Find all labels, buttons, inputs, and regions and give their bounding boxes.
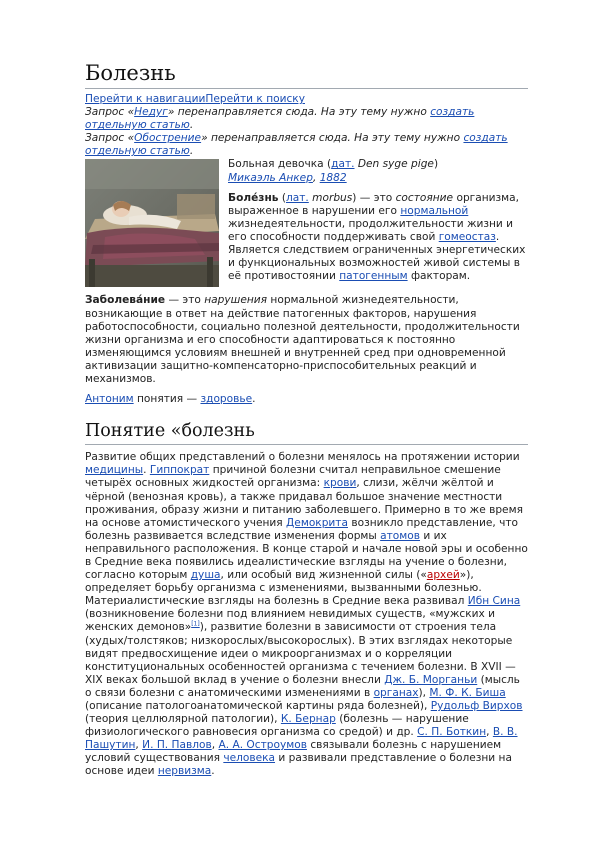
section-heading: Понятие «болезнь <box>85 420 528 445</box>
article <box>85 55 528 779</box>
hatnote-obostrenie <box>85 132 528 158</box>
danish-lang-link[interactable]: дат. <box>331 158 355 171</box>
paragraph-text: нормальной жизнедеятельности, возникающие в ответ на действие патогенных факторов, нарушения работоспособности, социально полезной деятельности, продолжительности жизни организма и его способности адаптироваться к постоянно изменяющимся условиям внешней и внутренней сред при одновременной активизации защитно-компенсаторно-приспособительных реакций и механизмов. <box>85 294 520 386</box>
lead-text: ( <box>278 191 286 204</box>
paragraph-text: (болезнь — нарушение физиологического равновесия организма со средой) и др. <box>85 713 469 739</box>
paragraph-text: — это <box>165 294 205 307</box>
paragraph-text: и их неправильного расположения. В конце старой и начале новой эры и особенно в Средние века появились идеалистические взгляды на учение о болезни, согласно которым <box>85 529 528 582</box>
paragraph-text: (возникновение болезни под влиянием невидимых существ, «мужских и женских демонов» <box>85 608 495 634</box>
paragraph-text: ), развитие болезни в зависимости от строения тела (худых/толстяков; низкорослых/высокорослых). В этих взглядах некоторые видят предвосхищение идеи о микроорганизмах и о корреляции конституциональных особенностей организма с течением болезни. В XVII —XIX веках большой вклад в учение о болезни внесли <box>85 621 516 686</box>
state-term: состояние <box>395 191 454 204</box>
lead-text: . Является следствием ограниченных энергетических и функциональных возможностей живой системы в её противостоянии <box>228 230 526 283</box>
disease-term: Заболева́ние <box>85 294 166 307</box>
hatnote-text: » перенаправляется сюда. На эту тему нужно <box>201 132 464 145</box>
paragraph-text: , <box>211 739 219 752</box>
morgagni-link[interactable]: Дж. Б. Морганьи <box>384 673 478 686</box>
paragraph-text: . <box>252 393 256 406</box>
violations-term: нарушения <box>204 294 268 307</box>
painting-image <box>85 159 219 287</box>
caption-text: Больная девочка ( <box>228 158 332 171</box>
paragraph-text: . <box>211 765 215 778</box>
paragraph-text: (теория целлюлярной патологии), <box>85 713 281 726</box>
disease-paragraph <box>85 294 528 386</box>
year-link[interactable]: 1882 <box>319 171 347 184</box>
jump-to-navigation-link[interactable]: Перейти к навигации <box>85 93 206 105</box>
virchow-link[interactable]: Рудольф Вирхов <box>430 700 523 712</box>
paragraph-text: (описание патологоанатомической картины ряда болезней), <box>85 700 431 712</box>
lead-figure <box>85 158 528 287</box>
jump-links <box>85 93 528 106</box>
normal-link[interactable]: нормальной <box>400 204 469 217</box>
human-link[interactable]: человека <box>223 752 276 765</box>
artist-link[interactable]: Микаэль Анкер <box>228 171 313 184</box>
lead-term: Боле́знь <box>228 191 279 204</box>
atoms-link[interactable]: атомов <box>380 529 421 542</box>
paragraph-text: . <box>143 464 150 477</box>
pavlov-link[interactable]: И. П. Павлов <box>142 739 212 752</box>
paragraph-text: , <box>135 739 143 752</box>
figure-credit: Микаэль Анкер, 1882 <box>228 171 347 184</box>
pashutin-link[interactable]: В. В. Пашутин <box>85 726 518 752</box>
lead-text: организма, выраженное в нарушении его <box>228 191 520 217</box>
medicine-link[interactable]: медицины <box>85 464 144 477</box>
paragraph-text: »), определяет борьбу организма с изменениями, вызванными болезнью. Материалистические взгляды на болезнь в Средние века развивал <box>85 569 482 608</box>
botkin-link[interactable]: С. П. Боткин <box>417 726 487 739</box>
ostroumov-link[interactable]: А. А. Остроумов <box>218 739 307 752</box>
paragraph-text: и развивали представление о болезни на основе идеи <box>85 752 512 778</box>
create-article-link[interactable]: создать отдельную статью <box>85 132 508 158</box>
create-article-link[interactable]: создать отдельную статью <box>85 106 475 132</box>
latin-lang-link[interactable]: лат. <box>286 191 309 204</box>
organs-link[interactable]: органах <box>373 686 419 699</box>
hatnote-text: Запрос « <box>85 132 135 145</box>
paragraph-text: причиной болезни считал неправильное смешение четырёх основных жидкостей организма: <box>85 464 501 490</box>
paragraph-text: (мысль о связи болезни с анатомическими изменениями в <box>85 673 520 699</box>
paragraph-text: понятия — <box>133 393 201 406</box>
paragraph-text: , или особый вид жизненной силы (« <box>220 569 427 582</box>
footnote-link[interactable]: [1] <box>191 620 200 628</box>
soul-link[interactable]: душа <box>190 569 221 582</box>
nedug-link[interactable]: Недуг <box>134 106 168 119</box>
hatnote-text: . <box>189 119 194 132</box>
paragraph-text: ), <box>418 686 430 699</box>
obostrenie-link[interactable]: Обострение <box>134 132 202 145</box>
nervism-link[interactable]: нервизма <box>157 765 212 778</box>
hatnote-text: » перенаправляется сюда. На эту тему нужно <box>167 106 431 119</box>
page-title: Болезнь <box>85 55 528 89</box>
hatnote-text: Запрос « <box>85 106 135 119</box>
lead-text: факторам. <box>407 270 471 283</box>
health-link[interactable]: здоровье <box>200 393 253 406</box>
paragraph-text: связывали болезнь с нарушением условий существования <box>85 739 502 765</box>
lead-text: ) — это <box>352 191 396 204</box>
archaeus-link[interactable]: архей <box>426 569 460 582</box>
bichat-link[interactable]: М. Ф. К. Биша <box>429 686 506 699</box>
caption-text: ) <box>433 158 439 171</box>
paragraph-text: Развитие общих представлений о болезни менялось на протяжении истории <box>85 451 520 464</box>
democritus-link[interactable]: Демокрита <box>286 516 348 529</box>
antonym-link[interactable]: Антоним <box>85 393 134 406</box>
sick-girl-painting[interactable] <box>85 159 219 287</box>
lead-text: жизнедеятельности, продолжительности жизни и его способности поддерживать свой <box>228 217 514 243</box>
paragraph-text: , <box>486 726 493 739</box>
bernard-link[interactable]: К. Бернар <box>280 713 336 726</box>
caption-original-title: Den syge pige <box>354 158 434 171</box>
pathogenic-link[interactable]: патогенным <box>339 270 408 283</box>
hatnote-text: . <box>189 145 194 158</box>
latin-term: morbus <box>308 191 353 204</box>
history-paragraph <box>85 451 528 778</box>
hatnote-nedug <box>85 106 528 132</box>
blood-link[interactable]: крови <box>323 477 357 490</box>
paragraph-text: возникло представление, что болезнь развивается вследствие изменения формы <box>85 516 519 542</box>
ibn-sina-link[interactable]: Ибн Сина <box>467 595 521 608</box>
antonym-paragraph <box>85 393 528 406</box>
jump-to-search-link[interactable]: Перейти к поиску <box>205 93 305 105</box>
hippocrates-link[interactable]: Гиппократ <box>149 464 210 477</box>
paragraph-text: , слизи, жёлчи жёлтой и чёрной (венозная кровь), а также придавал большое значение местности проживания, образу жизни и питанию заболевшего. Примерно в то же время на основе атомистического учения <box>85 477 523 529</box>
homeostasis-link[interactable]: гомеостаз <box>438 230 496 243</box>
